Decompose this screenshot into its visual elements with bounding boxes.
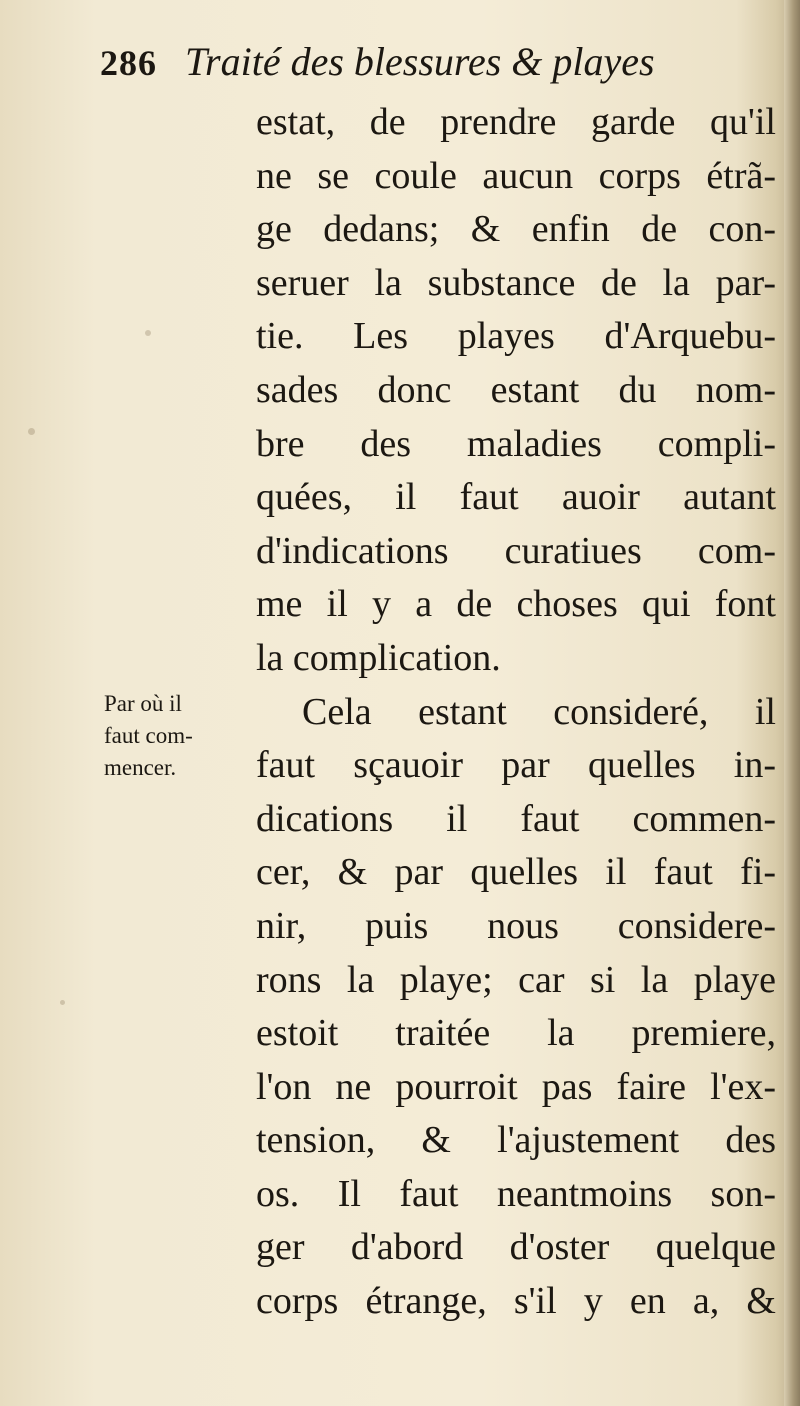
page-number: 286 — [100, 43, 157, 83]
margin-note — [104, 688, 254, 784]
page-edge — [784, 0, 800, 1406]
text-line: ge dedans; & enfin de con- — [256, 208, 776, 251]
text-line: os. Il faut neantmoins son- — [256, 1172, 776, 1215]
text-line: la complication. — [256, 636, 501, 679]
text-line: Cela estant consideré, il — [302, 690, 776, 733]
text-line: corps étrange, s'il y en a, & — [256, 1280, 776, 1323]
margin-note-line: faut com- — [104, 723, 193, 748]
text-line: l'on ne pourroit pas faire l'ex- — [256, 1065, 776, 1108]
text-line: quées, il faut auoir autant — [256, 476, 776, 519]
ink-spot — [28, 428, 35, 435]
running-title: Traité des blessures & playes — [185, 39, 655, 84]
text-line: faut sçauoir par quelles in- — [256, 744, 776, 787]
ink-spot — [60, 1000, 65, 1005]
text-line: ne se coule aucun corps étrã- — [256, 154, 776, 197]
text-line: tie. Les playes d'Arquebu- — [256, 315, 776, 358]
body-text — [256, 96, 776, 1329]
text-line: nir, puis nous considere- — [256, 904, 776, 947]
text-line: estat, de prendre garde qu'il — [256, 101, 776, 143]
text-line: seruer la substance de la par- — [256, 261, 776, 304]
text-line: bre des maladies compli- — [256, 422, 776, 465]
text-line: sades donc estant du nom- — [256, 368, 776, 411]
text-line: tension, & l'ajustement des — [256, 1119, 776, 1162]
margin-note-line: mencer. — [104, 755, 177, 780]
text-line: d'indications curatiues com- — [256, 529, 776, 572]
text-line: ger d'abord d'oster quelque — [256, 1226, 776, 1269]
text-line: dications il faut commen- — [256, 797, 776, 840]
text-line: estoit traitée la premiere, — [256, 1012, 776, 1055]
text-line: rons la playe; car si la playe — [256, 958, 776, 1001]
text-line: me il y a de choses qui font — [256, 583, 776, 626]
ink-spot — [145, 330, 151, 336]
running-head — [100, 38, 750, 100]
text-line: cer, & par quelles il faut fi- — [256, 851, 776, 894]
margin-note-line: Par où il — [104, 691, 182, 716]
